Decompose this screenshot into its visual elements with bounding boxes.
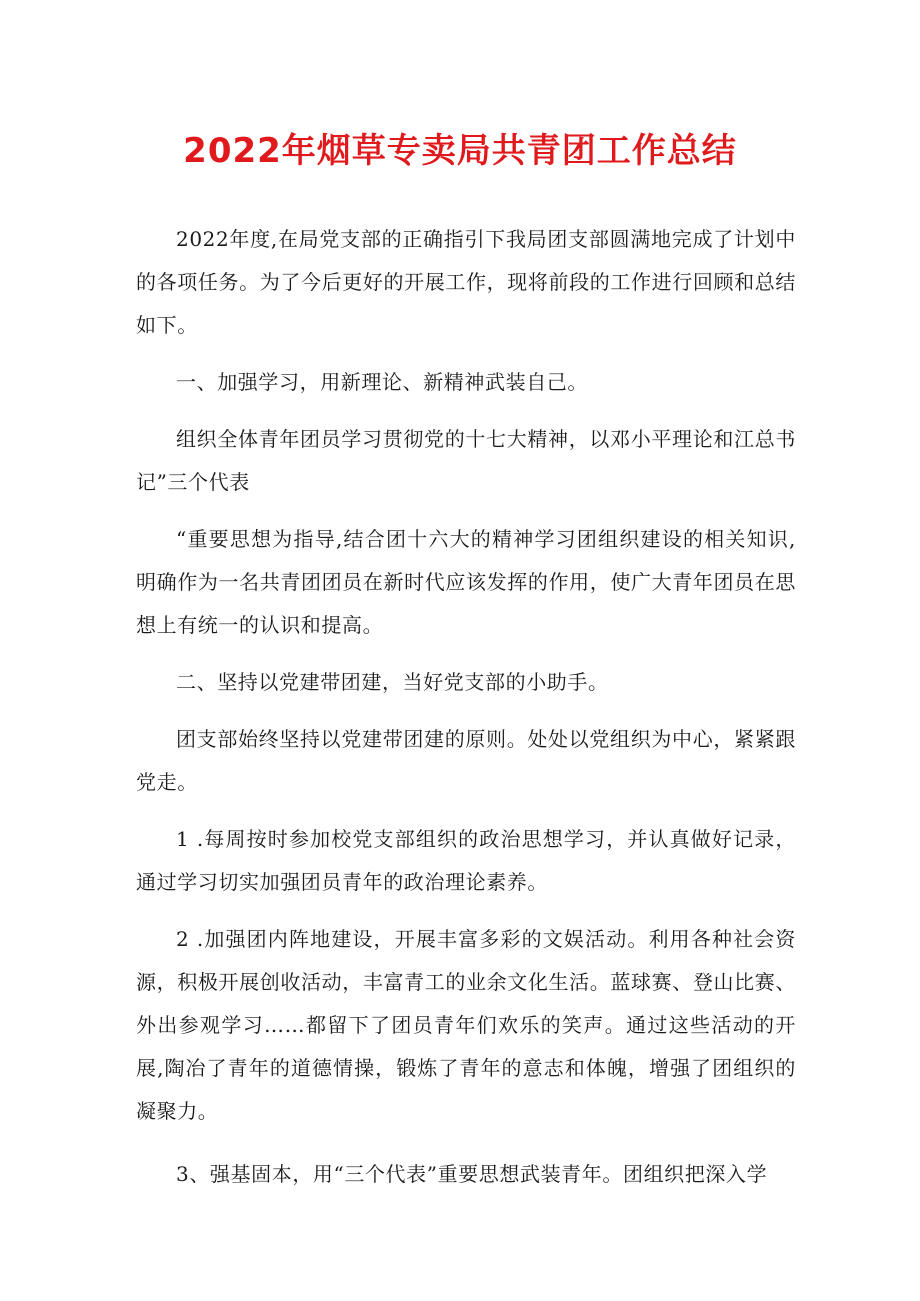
list-item-3: 3、强基固本，用“三个代表”重要思想武装青年。团组织把深入学 [176,1162,768,1186]
section-heading-2: 二、坚持以党建带团建，当好党支部的小助手。 [176,670,609,694]
document-title: 2022年烟草专卖局共青团工作总结 [183,131,737,171]
list-item-2: 2 .加强团内阵地建设，开展丰富多彩的文娱活动。利用各种社会资源，积极开展创收活动，丰富青工的业余文化生活。蓝球赛、登山比赛、外出参观学习……都留下了团员青年们欢乐的笑声。通过这些活动的开展,陶冶了青年的道德情操，锻炼了青年的意志和体魄，增强了团组织的凝聚力。 [136,927,796,1123]
list-item-1: 1 .每周按时参加校党支部组织的政治思想学习，并认真做好记录，通过学习切实加强团员青年的政治理论素养。 [136,827,796,894]
section-heading-1: 一、加强学习，用新理论、新精神武装自己。 [176,370,588,394]
paragraph-intro: 2022年度,在局党支部的正确指引下我局团支部圆满地完成了计划中的各项任务。为了今后更好的开展工作，现将前段的工作进行回顾和总结如下。 [136,227,796,337]
document-body [136,218,796,1196]
paragraph-party: 团支部始终坚持以党建带团建的原则。处处以党组织为中心，紧紧跟党走。 [136,727,796,794]
paragraph-thought: “重要思想为指导,结合团十六大的精神学习团组织建设的相关知识,明确作为一名共青团团员在新时代应该发挥的作用，使广大青年团员在思想上有统一的认识和提高。 [136,527,796,637]
paragraph-study: 组织全体青年团员学习贯彻党的十七大精神，以邓小平理论和江总书记”三个代表 [136,427,796,494]
